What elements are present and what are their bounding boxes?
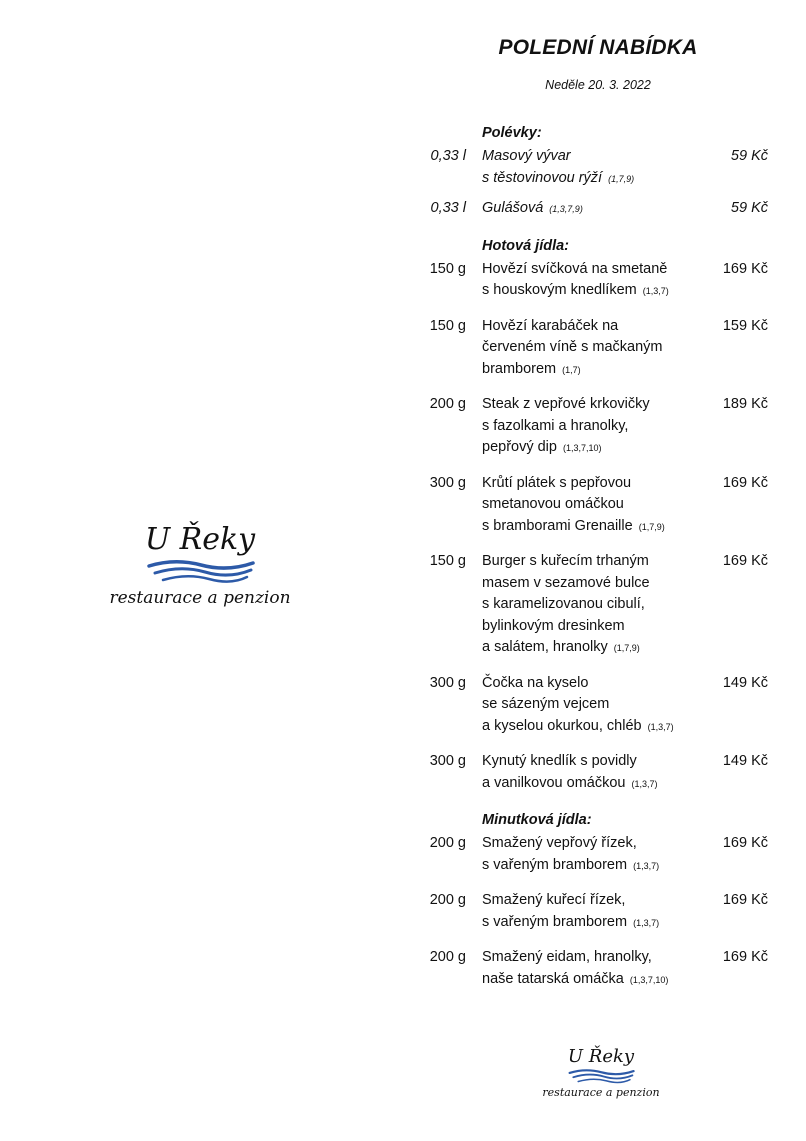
wave-icon <box>145 558 255 584</box>
item-allergens: (1,7,9) <box>613 643 640 653</box>
item-name-text: Krůtí plátek s pepřovou <box>482 474 632 491</box>
item-name <box>482 198 694 221</box>
item-name-text: s bramborami Grenaille <box>482 517 633 534</box>
item-name-line <box>482 416 694 438</box>
item-name-text: masem v sezamové bulce <box>482 574 650 591</box>
item-quantity: 0,33 l <box>430 200 466 216</box>
item-name-text: a salátem, hranolky <box>482 639 608 655</box>
item-price: 169 Kč <box>722 835 768 851</box>
logo-name: U Řeky <box>144 522 256 557</box>
menu-item <box>400 259 772 303</box>
item-name-text: naše tatarská omáčka <box>482 970 624 987</box>
menu-item <box>400 473 772 539</box>
item-quantity: 300 g <box>429 474 466 491</box>
item-name-line <box>482 969 694 992</box>
item-price: 149 Kč <box>722 753 768 769</box>
item-name-line <box>482 359 694 382</box>
item-allergens: (1,3,7) <box>633 860 660 871</box>
item-allergens: (1,3,7,10) <box>563 443 602 453</box>
item-quantity: 200 g <box>429 949 466 965</box>
logo-subtitle: restaurace a penzion <box>542 1086 660 1099</box>
item-name <box>482 890 694 934</box>
item-name-line <box>482 694 694 716</box>
item-name-text: Hovězí svíčková na smetaně <box>482 260 668 277</box>
item-name-line <box>482 912 694 935</box>
item-name-text: Smažený eidam, hranolky, <box>482 949 652 965</box>
item-name-line <box>482 833 694 855</box>
item-name-text: a vanilkovou omáčkou <box>482 774 626 791</box>
item-allergens: (1,3,7,9) <box>549 204 583 214</box>
page-title: POLEDNÍ NABÍDKA <box>498 36 698 59</box>
item-name-line <box>482 473 694 495</box>
item-quantity: 300 g <box>429 674 466 691</box>
item-name-text: Čočka na kyselo <box>482 674 589 691</box>
item-price: 149 Kč <box>722 674 768 691</box>
item-name-line <box>482 516 694 539</box>
item-allergens: (1,3,7) <box>647 721 674 732</box>
item-name-line <box>482 437 694 460</box>
menu-item <box>400 947 772 991</box>
menu-section <box>400 122 772 221</box>
item-name-text: s fazolkami a hranolky, <box>482 417 629 434</box>
item-name-line <box>482 259 694 281</box>
menu-item <box>400 394 772 460</box>
item-name-text: s karamelizovanou cibulí, <box>482 596 645 612</box>
menu-item <box>400 551 772 660</box>
item-price: 169 Kč <box>722 474 768 491</box>
item-name <box>482 259 694 303</box>
logo-subtitle: restaurace a penzion <box>109 588 291 608</box>
item-name <box>482 473 694 539</box>
menu-item <box>400 198 772 221</box>
menu-section <box>400 809 772 991</box>
menu-section <box>400 235 772 796</box>
logo-name: U Řeky <box>567 1046 635 1067</box>
item-name <box>482 673 694 739</box>
menu-item <box>400 146 772 190</box>
item-name-line <box>482 716 694 739</box>
item-name-text: s vařeným bramborem <box>482 856 628 873</box>
item-name-text: se sázeným vejcem <box>482 696 610 712</box>
item-name-line <box>482 637 694 660</box>
item-name-line <box>482 198 694 221</box>
item-quantity: 200 g <box>429 835 466 851</box>
item-name-line <box>482 280 694 303</box>
wave-icon <box>566 1068 636 1084</box>
item-allergens: (1,3,7) <box>642 286 669 296</box>
item-price: 169 Kč <box>722 553 768 569</box>
item-quantity: 150 g <box>429 317 466 334</box>
item-name-line <box>482 394 694 416</box>
item-name-text: s těstovinovou rýží <box>482 169 603 186</box>
item-name <box>482 751 694 795</box>
item-name <box>482 947 694 991</box>
item-name-text: Masový vývar <box>482 148 571 164</box>
item-price: 169 Kč <box>722 892 768 908</box>
item-name-text: bylinkovým dresinkem <box>482 617 625 634</box>
item-name-text: s houskovým knedlíkem <box>482 282 637 298</box>
item-quantity: 200 g <box>429 892 466 908</box>
item-name-text: Hovězí karabáček na <box>482 317 619 334</box>
item-quantity: 300 g <box>429 753 466 769</box>
item-allergens: (1,7) <box>562 364 581 375</box>
item-price: 59 Kč <box>730 200 768 216</box>
item-name-line <box>482 573 694 595</box>
item-name-text: Gulášová <box>482 200 544 216</box>
restaurant-logo <box>90 522 310 608</box>
item-quantity: 0,33 l <box>430 148 466 164</box>
item-allergens: (1,7,9) <box>608 173 635 184</box>
item-name-text: pepřový dip <box>482 439 557 455</box>
item-allergens: (1,3,7) <box>631 778 658 789</box>
item-name-text: a kyselou okurkou, chléb <box>482 717 642 734</box>
item-allergens: (1,3,7,10) <box>629 974 669 985</box>
item-allergens: (1,3,7) <box>633 917 660 928</box>
item-name-text: bramborem <box>482 360 557 377</box>
item-name-line <box>482 337 694 359</box>
menu-list <box>400 122 772 1005</box>
item-name-line <box>482 594 694 616</box>
item-name-text: smetanovou omáčkou <box>482 496 624 512</box>
item-name <box>482 146 694 190</box>
item-name-line <box>482 146 694 168</box>
item-name-line <box>482 947 694 969</box>
item-name-line <box>482 773 694 796</box>
item-name-text: Steak z vepřové krkovičky <box>482 396 650 412</box>
section-heading: Minutková jídla: <box>482 812 592 828</box>
item-name-text: Smažený vepřový řízek, <box>482 835 637 851</box>
item-price: 169 Kč <box>722 260 768 277</box>
item-name <box>482 394 694 460</box>
section-heading: Hotová jídla: <box>482 237 570 254</box>
item-price: 59 Kč <box>730 148 768 164</box>
section-heading: Polévky: <box>482 125 542 141</box>
item-name-text: s vařeným bramborem <box>482 913 628 930</box>
item-name-line <box>482 855 694 878</box>
item-allergens: (1,7,9) <box>638 521 665 532</box>
restaurant-logo-footer <box>528 1046 674 1099</box>
item-name-text: Burger s kuřecím trhaným <box>482 553 649 569</box>
item-name <box>482 833 694 877</box>
menu-item <box>400 316 772 382</box>
item-name-line <box>482 890 694 912</box>
item-price: 169 Kč <box>722 949 768 965</box>
item-name-line <box>482 616 694 638</box>
item-quantity: 200 g <box>429 396 466 412</box>
item-quantity: 150 g <box>429 553 466 569</box>
item-name-line <box>482 494 694 516</box>
item-name <box>482 551 694 660</box>
menu-date: Neděle 20. 3. 2022 <box>545 78 651 92</box>
menu-item <box>400 890 772 934</box>
item-name-line <box>482 168 694 191</box>
item-quantity: 150 g <box>429 260 466 277</box>
menu-item <box>400 673 772 739</box>
menu-item <box>400 833 772 877</box>
item-name <box>482 316 694 382</box>
item-name-line <box>482 751 694 773</box>
item-price: 189 Kč <box>722 396 768 412</box>
item-price: 159 Kč <box>722 317 768 334</box>
item-name-text: Kynutý knedlík s povidly <box>482 753 637 769</box>
item-name-line <box>482 551 694 573</box>
item-name-line <box>482 673 694 695</box>
item-name-line <box>482 316 694 338</box>
menu-item <box>400 751 772 795</box>
item-name-text: Smažený kuřecí řízek, <box>482 892 626 908</box>
item-name-text: červeném víně s mačkaným <box>482 339 663 355</box>
